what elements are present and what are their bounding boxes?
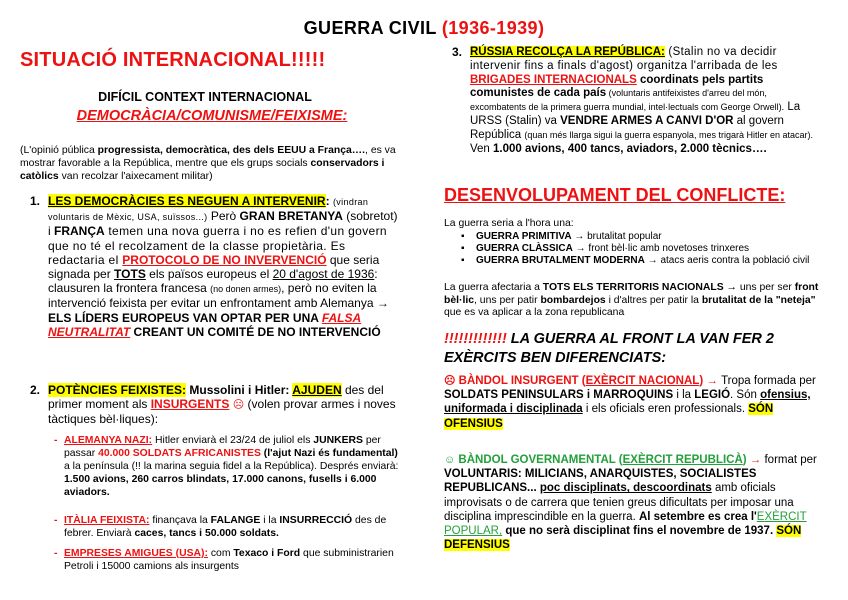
sub-item-alemanya: - ALEMANYA NAZI: Hitler enviarà el 23/24 de juliol els JUNKERS per passar 40.000 SOLDATS AFRICANISTES (l'ajut Nazi és fundamental) a la península (!! la marina seguia fidel a la República). Després enviarà: 1.500 avions, 260 carros blindats, 17.000 canons, fusells i 6.000 aviadors.: [64, 434, 399, 499]
sub-item-italia: - ITÀLIA FEIXISTA: finançava la FALANGE i la INSURRECCIÓ des de febrer. Enviarà caces, tancs i 50.000 soldats.: [64, 514, 399, 540]
context-subheading: DEMOCRÀCIA/COMUNISME/FEIXISME:: [76, 108, 348, 124]
list-number: 1.: [30, 194, 41, 208]
opinion-paragraph: (L'opinió pública progressista, democràtica, des dels EEUU a França…., es va mostrar favorable a la República, mentre que els grups socials conservadors i catòlics van recolzar l'aixecament militar): [20, 145, 396, 183]
front-heading: !!!!!!!!!!!!! LA GUERRA AL FRONT LA VAN FER 2 EXÈRCITS BEN DIFERENCIATS:: [444, 331, 774, 366]
sad-face-icon: ☹: [232, 399, 245, 412]
list-number: 3.: [452, 45, 463, 59]
sad-face-icon: ☹: [444, 375, 456, 387]
bullet-item: ▪ GUERRA CLÀSSICA → front bèl·lic amb novetoses trinxeres: [476, 243, 816, 255]
item-heading: LES DEMOCRÀCIES ES NEGUEN A INTERVENIR: [48, 194, 326, 208]
insurgent-paragraph: ☹ BÀNDOL INSURGENT (EXÈRCIT NACIONAL) → Tropa formada per SOLDATS PENINSULARS i MARROQUINS i la LEGIÓ. Són ofensius, uniformada i disciplinada i els oficials eren professionals. SÓN OFENSIUS: [444, 375, 816, 430]
section-heading-desenvolupament: DESENVOLUPAMENT DEL CONFLICTE:: [444, 185, 786, 205]
page-title: [0, 18, 848, 39]
context-heading: DIFÍCIL CONTEXT INTERNACIONAL: [98, 90, 312, 104]
item-heading: POTÈNCIES FEIXISTES:: [48, 383, 187, 397]
title-years: (1936-1939): [441, 18, 545, 38]
bullet-item: ▪ GUERRA PRIMITIVA → brutalitat popular: [476, 231, 816, 243]
list-number: 2.: [30, 383, 41, 397]
list-item-democracies: 1. LES DEMOCRÀCIES ES NEGUEN A INTERVENIR: (vindran voluntaris de Mèxic, USA, suïssos...) Però GRAN BRETANYA (sobretot) i FRANÇA temen una nova guerra i no es refien d'un govern que no té el recolzament de la classe propietària. Es redactaria el PROTOCOLO DE NO INVERVENCIÓ que seria signada per TOTS els països europeus el 20 d'agost de 1936: clausuren la frontera francesa (no donen armes), però no eviten la intervenció feixista per evitar un enfrontament amb Alemanya → ELS LÍDERS EUROPEUS VAN OPTAR PER UNA FALSA NEUTRALITAT CREANT UN COMITÉ DE NO INTERVENCIÓ: [30, 194, 398, 339]
desenvolupament-intro: La guerra seria a l'hora una:: [444, 218, 574, 229]
bullet-item: ▪ GUERRA BRUTALMENT MODERNA → atacs aeris contra la població civil: [476, 255, 816, 267]
title-main: GUERRA CIVIL: [303, 18, 437, 38]
smile-face-icon: ☺: [444, 454, 456, 466]
sub-item-empreses: - EMPRESES AMIGUES (USA): com Texaco i Ford que subministrarien Petroli i 15000 camions als insurgents: [64, 547, 399, 573]
governamental-paragraph: ☺ BÀNDOL GOVERNAMENTAL (EXÈRCIT REPUBLICÀ) → format per VOLUNTARIS: MILICIANS, ANARQUISTES, SOCIALISTES REPUBLICANS... poc disciplinats, descoordinats amb oficials improvisats o de carrera que tenien greus dificultats per imposar una disciplina imprescindible en la guerra. Al setembre es crea l'EXÈRCIT POPULAR, que no serà disciplinat fins el novembre de 1937. SÓN DEFENSIUS: [444, 454, 817, 552]
list-item-russia: 3. RÚSSIA RECOLÇA LA REPÚBLICA: (Stalin no va decidir intervenir fins a finals d'agost) organitza l'arribada de les BRIGADES INTERNACIONALS coordinats pels partits comunistes de cada país (voluntaris antifeixistes d'arreu del món, excombatents de la primera guerra mundial, intel·lectuals com George Orwell). La URSS (Stalin) va VENDRE ARMES A CANVI D'OR al govern República (quan més llarga sigui la guerra espanyola, mes trigarà Hitler en atacar). Ven 1.000 avions, 400 tancs, aviadors, 2.000 tècnics….: [452, 45, 813, 155]
section-heading-situacio: SITUACIÓ INTERNACIONAL!!!!!: [20, 49, 326, 71]
list-item-potencies-feixistes: 2. POTÈNCIES FEIXISTES: Mussolini i Hitler: AJUDEN des del primer moment als INSURGENTS ☹ (volen provar armes i noves tàctiques bèl·liques):: [30, 383, 396, 427]
item-heading: RÚSSIA RECOLÇA LA REPÚBLICA:: [470, 46, 665, 58]
desenvolupament-paragraph: La guerra afectaria a TOTS ELS TERRITORIS NACIONALS → uns per ser front bèl·lic, uns per patir bombardejos i d'altres per patir la brutalitat de la "neteja" que es va aplicar a la zona republicana: [444, 282, 819, 319]
